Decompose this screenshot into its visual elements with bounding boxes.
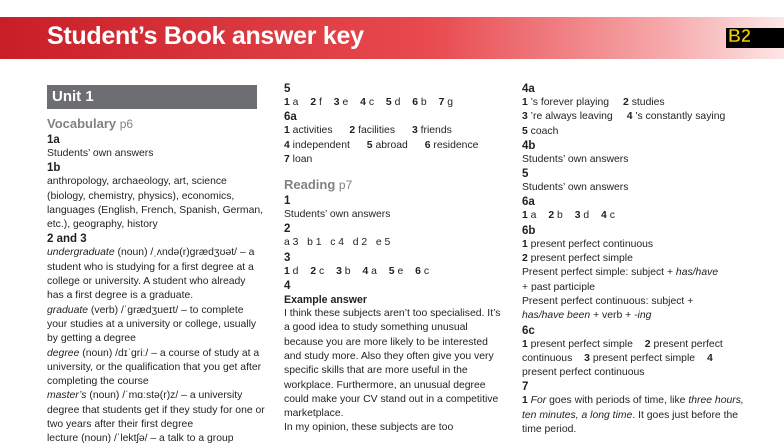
exercise-7-answer: 1 For goes with periods of time, like three hours, ten minutes, a long time. It goes just before the time period. — [522, 395, 744, 436]
definition-graduate: graduate (verb) /ˈɡrædʒueɪt/ – to complete your studies at a university or college, usually by getting a degree — [47, 304, 257, 345]
exercise-6b-line1: 1 present perfect continuous — [522, 238, 654, 250]
exercise-5-answer: Students’ own answers — [522, 182, 629, 194]
exercise-7-label: 7 — [522, 381, 529, 394]
example-answer-text-2: In my opinion, these subjects are too — [284, 422, 454, 434]
column-3 — [522, 82, 747, 437]
definition-lecture: lecture (noun) /ˈlektʃə/ – a talk to a group — [47, 433, 234, 445]
reading-1-label: 1 — [284, 195, 291, 208]
definition-masters: master’s (noun) /ˈmɑːstə(r)z/ – a university degree that students get if they study for one or two years after their first degree — [47, 390, 265, 431]
exercise-4a-label: 4a — [522, 83, 535, 95]
definition-undergraduate: undergraduate (noun) /ˌʌndə(r)ɡrædʒʊət/ – a student who is studying for a first degree at a college or university. A student who already has a first degree is a graduate. — [47, 247, 255, 302]
exercise-6a-answers-line2: 4 independent 5 abroad 6 residence — [284, 139, 479, 151]
exercise-6a-label: 6a — [522, 196, 535, 209]
exercise-6a-label: 6a — [284, 111, 297, 124]
exercise-1a-answer: Students’ own answers — [47, 148, 154, 159]
exercise-6c-label: 6c — [522, 324, 535, 337]
exercise-5-label: 5 — [522, 168, 529, 181]
unit-heading: Unit 1 — [47, 85, 257, 109]
exercise-5-answers: 1 a 2 f 3 e 4 c 5 d 6 b 7 g — [284, 97, 454, 108]
reading-1-answer: Students’ own answers — [284, 209, 391, 221]
exercise-1b-label: 1b — [47, 162, 61, 175]
exercise-5-label: 5 — [284, 83, 291, 95]
exercise-6c-answers: 1 present perfect simple 2 present perfect continuous 3 present perfect simple 4 present perfect continuous — [522, 338, 723, 379]
exercise-4a-line2: 3 ’re always leaving 4 ’s constantly saying — [522, 111, 726, 123]
reading-2-answers: a 3 b 1 c 4 d 2 e 5 — [284, 237, 391, 249]
exercise-1a-label: 1a — [47, 134, 60, 146]
reading-3-answers: 1 d 2 c 3 b 4 a 5 e 6 c — [284, 265, 430, 277]
vocabulary-heading: Vocabulary p6 — [47, 116, 134, 131]
example-answer-text: I think these subjects aren’t too specialised. It’s a good idea to study something unusual because you are more likely to be interested and study more. Also they often give you very specific skills that are more useful in the workplace. Furthermore, an unusual degree could make your CV stand out in a competitive marketplace. — [284, 308, 501, 420]
definition-degree: degree (noun) /dɪˈɡriː/ – a course of study at a university, or the qualification that you get after completing the course — [47, 347, 262, 388]
example-answer-heading: Example answer — [284, 294, 368, 307]
top-strip — [0, 0, 784, 14]
exercise-6a-answers-line3: 7 loan — [284, 153, 313, 165]
level-label: B2 — [728, 26, 752, 46]
reading-heading: Reading p7 — [284, 177, 353, 193]
exercise-6b-rule-continuous: Present perfect continuous: subject + has/have been + verb + -ing — [522, 295, 694, 322]
column-2 — [284, 82, 502, 436]
exercise-4a-line3: 5 coach — [522, 125, 559, 137]
exercise-4b-label: 4b — [522, 139, 536, 152]
exercise-2-3-label: 2 and 3 — [47, 233, 87, 246]
page-title: Student’s Book answer key — [47, 22, 364, 50]
column-1 — [47, 82, 265, 447]
exercise-4a-line1: 1 ’s forever playing 2 studies — [522, 97, 665, 108]
level-badge — [726, 28, 784, 48]
reading-4-label: 4 — [284, 280, 291, 293]
exercise-6b-label: 6b — [522, 224, 536, 237]
reading-2-label: 2 — [284, 223, 291, 236]
reading-3-label: 3 — [284, 251, 291, 264]
exercise-6b-rule-simple: Present perfect simple: subject + has/have + past participle — [522, 267, 719, 293]
exercise-1b-answer: anthropology, archaeology, art, science (biology, chemistry, physics), economics, languages (English, French, Spanish, German, etc.), geography, history — [47, 176, 264, 231]
exercise-4b-answer: Students’ own answers — [522, 153, 629, 165]
exercise-6b-line2: 2 present perfect simple — [522, 253, 633, 265]
exercise-6a-answers-line1: 1 activities 2 facilities 3 friends — [284, 125, 452, 137]
exercise-6a-answers: 1 a 2 b 3 d 4 c — [522, 210, 615, 222]
